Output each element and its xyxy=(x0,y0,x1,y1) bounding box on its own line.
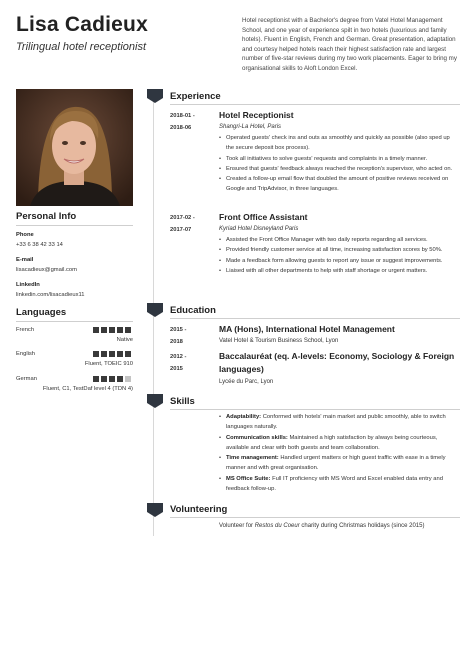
education-heading: Education xyxy=(170,305,216,316)
candidate-name: Lisa Cadieux xyxy=(16,13,148,36)
rating-dot xyxy=(93,376,99,382)
skills-list xyxy=(219,412,459,494)
volunteering-entry xyxy=(219,523,424,529)
job-date-end: 2017-07 xyxy=(170,227,192,233)
language-level: Native xyxy=(116,337,133,343)
rating-dot xyxy=(93,351,99,357)
school-name: Vatel Hotel & Tourism Business School, Lyon xyxy=(219,338,339,344)
skill-item xyxy=(219,474,459,495)
skill-name: Communication skills: xyxy=(226,434,288,441)
rating-dot xyxy=(109,351,115,357)
skill-item xyxy=(219,453,459,474)
job-date xyxy=(170,110,195,134)
section-flag-icon xyxy=(147,394,163,408)
list-item: • Assisted the Front Office Manager with two daily reports regarding all services. xyxy=(219,235,459,245)
charity-name: Restos du Coeur xyxy=(254,523,300,529)
job-company: Kyriad Hotel Disneyland Paris xyxy=(219,226,299,232)
job-date-start: 2017-02 - xyxy=(170,215,195,221)
section-flag-icon xyxy=(147,89,163,103)
degree-title: MA (Hons), International Hotel Management xyxy=(219,324,395,334)
volunteering-heading: Volunteering xyxy=(170,504,228,515)
list-item: • Liaised with all other departments to help with staff shortage or urgent matters. xyxy=(219,266,459,276)
skill-name: MS Office Suite: xyxy=(226,475,271,482)
job-title: Front Office Assistant xyxy=(219,212,308,222)
email-label: E-mail xyxy=(16,257,34,263)
portrait-image xyxy=(16,89,133,206)
skill-description: Full IT proficiency with MS Word and Excel enabled data entry and feedback follow-up. xyxy=(226,475,443,493)
skill-item xyxy=(219,433,459,454)
education-date xyxy=(170,324,186,348)
profile-photo xyxy=(16,89,133,206)
education-date-start: 2012 - xyxy=(170,354,187,360)
rating-dot xyxy=(125,327,131,333)
skill-description: Handled urgent matters or high guest traffic with ease in a timely manner and with great organisation. xyxy=(226,455,446,472)
skill-description: Maintained a high satisfaction by always being courteous, available and clear with both guests and team collaboration. xyxy=(226,434,438,451)
language-name: German xyxy=(16,376,37,382)
email-value[interactable]: lisacadieux@gmail.com xyxy=(16,267,77,273)
list-item: • Ensured that guests' feedback always reached the reception's supervisor, who acted on. xyxy=(219,164,459,174)
job-headline: Trilingual hotel receptionist xyxy=(16,41,147,53)
volunteering-text-before: Volunteer for xyxy=(219,523,255,529)
school-name: Lycée du Parc, Lyon xyxy=(219,379,274,385)
education-date-end: 2018 xyxy=(170,339,183,345)
phone-value: +33 6 38 42 33 14 xyxy=(16,242,63,248)
rating-dot xyxy=(101,327,107,333)
divider xyxy=(170,318,460,319)
job-date xyxy=(170,212,195,236)
personal-info-heading: Personal Info xyxy=(16,211,133,226)
skill-name: Adaptability: xyxy=(226,414,262,420)
phone-label: Phone xyxy=(16,232,34,238)
volunteering-text-after: charity during Christmas holidays (since 2015) xyxy=(299,523,425,529)
rating-dot xyxy=(109,327,115,333)
rating-dot xyxy=(117,376,123,382)
list-item: • Operated guests' check ins and outs as smoothly and quickly as possible (also sped up the secure deposit box process). xyxy=(219,133,459,154)
profile-summary: Hotel receptionist with a Bachelor's degree from Vatel Hotel Management School, and one year of experience spilt in two hotels (luxurious and family hotels). Fluent in English, French and German. Great presentation, adaptation and courtesy helped hotels reach their highest satisfaction rate and largest number of five-star reviews during my two work placements. Eager to bring my organisational skills to Aloft London Excel. xyxy=(242,17,457,72)
rating-dot xyxy=(117,327,123,333)
job-date-end: 2018-06 xyxy=(170,125,192,131)
language-name: English xyxy=(16,351,36,357)
section-flag-icon xyxy=(147,503,163,517)
job-company: Shangri-La Hotel, Paris xyxy=(219,124,282,130)
education-date-end: 2015 xyxy=(170,366,183,372)
experience-heading: Experience xyxy=(170,91,221,102)
language-name: French xyxy=(16,327,35,333)
job-bullets xyxy=(219,235,459,276)
list-item: • Made a feedback form allowing guests to report any issue or suggest improvements. xyxy=(219,256,459,266)
divider xyxy=(170,104,460,105)
skill-description: Conformed with hotels' main market and public smoothly, able to switch languages naturally. xyxy=(226,414,446,431)
linkedin-label: LinkedIn xyxy=(16,282,40,288)
rating-dot xyxy=(101,376,107,382)
skills-heading: Skills xyxy=(170,396,195,407)
rating-dot xyxy=(101,351,107,357)
list-item: • Took all initiatives to solve guests' requests and complaints in a timely manner. xyxy=(219,154,459,164)
rating-dot xyxy=(125,376,131,382)
divider xyxy=(170,409,460,410)
skill-item xyxy=(219,412,459,433)
education-date xyxy=(170,351,186,375)
list-item: • Provided friendly customer service at all time, increasing satisfaction scores by 50%. xyxy=(219,245,459,255)
language-level: Fluent, C1, TestDaf level 4 (TDN 4) xyxy=(42,386,133,392)
skill-name: Time management: xyxy=(226,455,279,462)
rating-dot xyxy=(109,376,115,382)
divider xyxy=(170,517,460,518)
degree-title: Baccalauréat (eq. A-levels: Economy, Sociology & Foreign languages) xyxy=(219,351,455,374)
job-title: Hotel Receptionist xyxy=(219,110,294,120)
language-level: Fluent, TOEIC 910 xyxy=(84,361,133,367)
rating-dot xyxy=(125,351,131,357)
languages-heading: Languages xyxy=(16,307,133,322)
job-bullets xyxy=(219,133,459,195)
rating-dot xyxy=(93,327,99,333)
list-item: • Created a follow-up email flow that doubled the amount of positive reviews received on Google and TripAdvisor, in three languages. xyxy=(219,174,459,195)
job-date-start: 2018-01 - xyxy=(170,113,195,119)
rating-dot xyxy=(117,351,123,357)
section-flag-icon xyxy=(147,303,163,317)
linkedin-value[interactable]: linkedin.com/lisacadieux11 xyxy=(16,292,85,298)
education-date-start: 2015 - xyxy=(170,327,187,333)
